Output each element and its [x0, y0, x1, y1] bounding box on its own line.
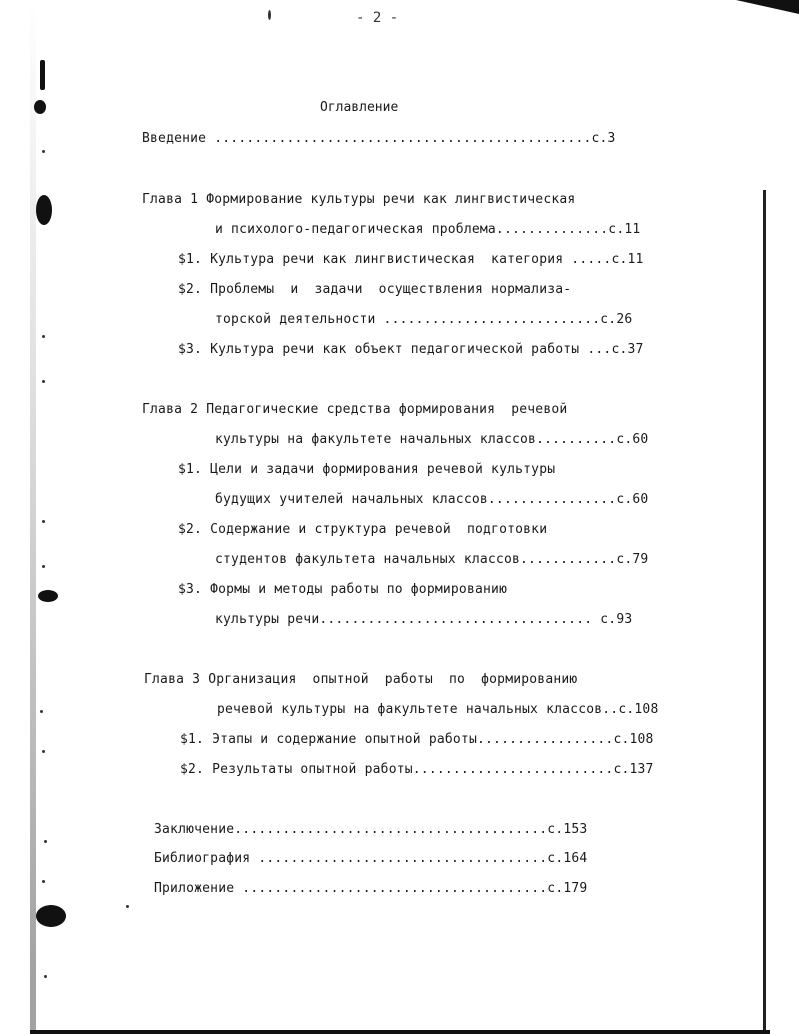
- toc-entry-chapter-2-cont: культуры на факультете начальных классов..........с.60: [215, 432, 649, 447]
- toc-entry-appendix: Приложение ......................................с.179: [154, 881, 588, 896]
- scan-speck: [42, 520, 45, 523]
- toc-entry-chapter-1: Глава 1 Формирование культуры речи как лингвистическая: [142, 192, 576, 207]
- binding-hole-mark: [36, 195, 52, 225]
- toc-entry-section: $1. Цели и задачи формирования речевой культуры: [178, 462, 556, 477]
- toc-entry-section-cont: культуры речи.................................. с.93: [215, 612, 633, 627]
- scan-speck: [42, 880, 45, 883]
- binding-hole-mark: [36, 905, 66, 927]
- scan-speck: [42, 335, 45, 338]
- toc-entry-section: $1. Культура речи как лингвистическая категория .....с.11: [178, 252, 644, 267]
- toc-entry-section: $1. Этапы и содержание опытной работы.................с.108: [180, 732, 654, 747]
- scan-speck: [42, 150, 45, 153]
- binding-hole-mark: [40, 60, 45, 90]
- scan-speck: [42, 750, 45, 753]
- toc-entry-section: $3. Культура речи как объект педагогической работы ...с.37: [178, 342, 644, 357]
- scan-edge-bottom: [30, 1030, 770, 1034]
- binding-hole-mark: [38, 590, 58, 602]
- binding-hole-mark: [34, 100, 46, 114]
- scan-speck: [268, 10, 271, 20]
- scan-speck: [40, 710, 43, 713]
- toc-entry-section: $2. Содержание и структура речевой подготовки: [178, 522, 548, 537]
- scan-edge-right: [763, 190, 766, 1034]
- toc-entry-chapter-1-cont: и психолого-педагогическая проблема..............с.11: [215, 222, 641, 237]
- toc-entry-bibliography: Библиография ....................................с.164: [154, 851, 588, 866]
- toc-entry-intro: Введение ...............................................с.3: [142, 131, 616, 146]
- scan-edge-left: [30, 0, 36, 1034]
- toc-entry-chapter-2: Глава 2 Педагогические средства формирования речевой: [142, 402, 568, 417]
- toc-entry-section: $2. Результаты опытной работы.........................с.137: [180, 762, 654, 777]
- page-title: Оглавление: [320, 100, 399, 115]
- toc-entry-section: $2. Проблемы и задачи осуществления нормализа-: [178, 282, 572, 297]
- page-number: - 2 -: [356, 10, 399, 26]
- scan-speck: [42, 380, 45, 383]
- scan-edge-top: [709, 0, 799, 14]
- toc-entry-section-cont: торской деятельности ...........................с.26: [215, 312, 633, 327]
- toc-entry-section-cont: студентов факультета начальных классов............с.79: [215, 552, 649, 567]
- scan-speck: [126, 905, 129, 908]
- toc-entry-section: $3. Формы и методы работы по формированию: [178, 582, 508, 597]
- toc-entry-chapter-3: Глава 3 Организация опытной работы по формированию: [144, 672, 578, 687]
- scan-speck: [44, 840, 47, 843]
- scan-speck: [44, 975, 47, 978]
- toc-entry-section-cont: будущих учителей начальных классов................с.60: [215, 492, 649, 507]
- toc-entry-conclusion: Заключение.......................................с.153: [154, 822, 588, 837]
- scan-speck: [42, 565, 45, 568]
- toc-entry-chapter-3-cont: речевой культуры на факультете начальных классов..с.108: [217, 702, 659, 717]
